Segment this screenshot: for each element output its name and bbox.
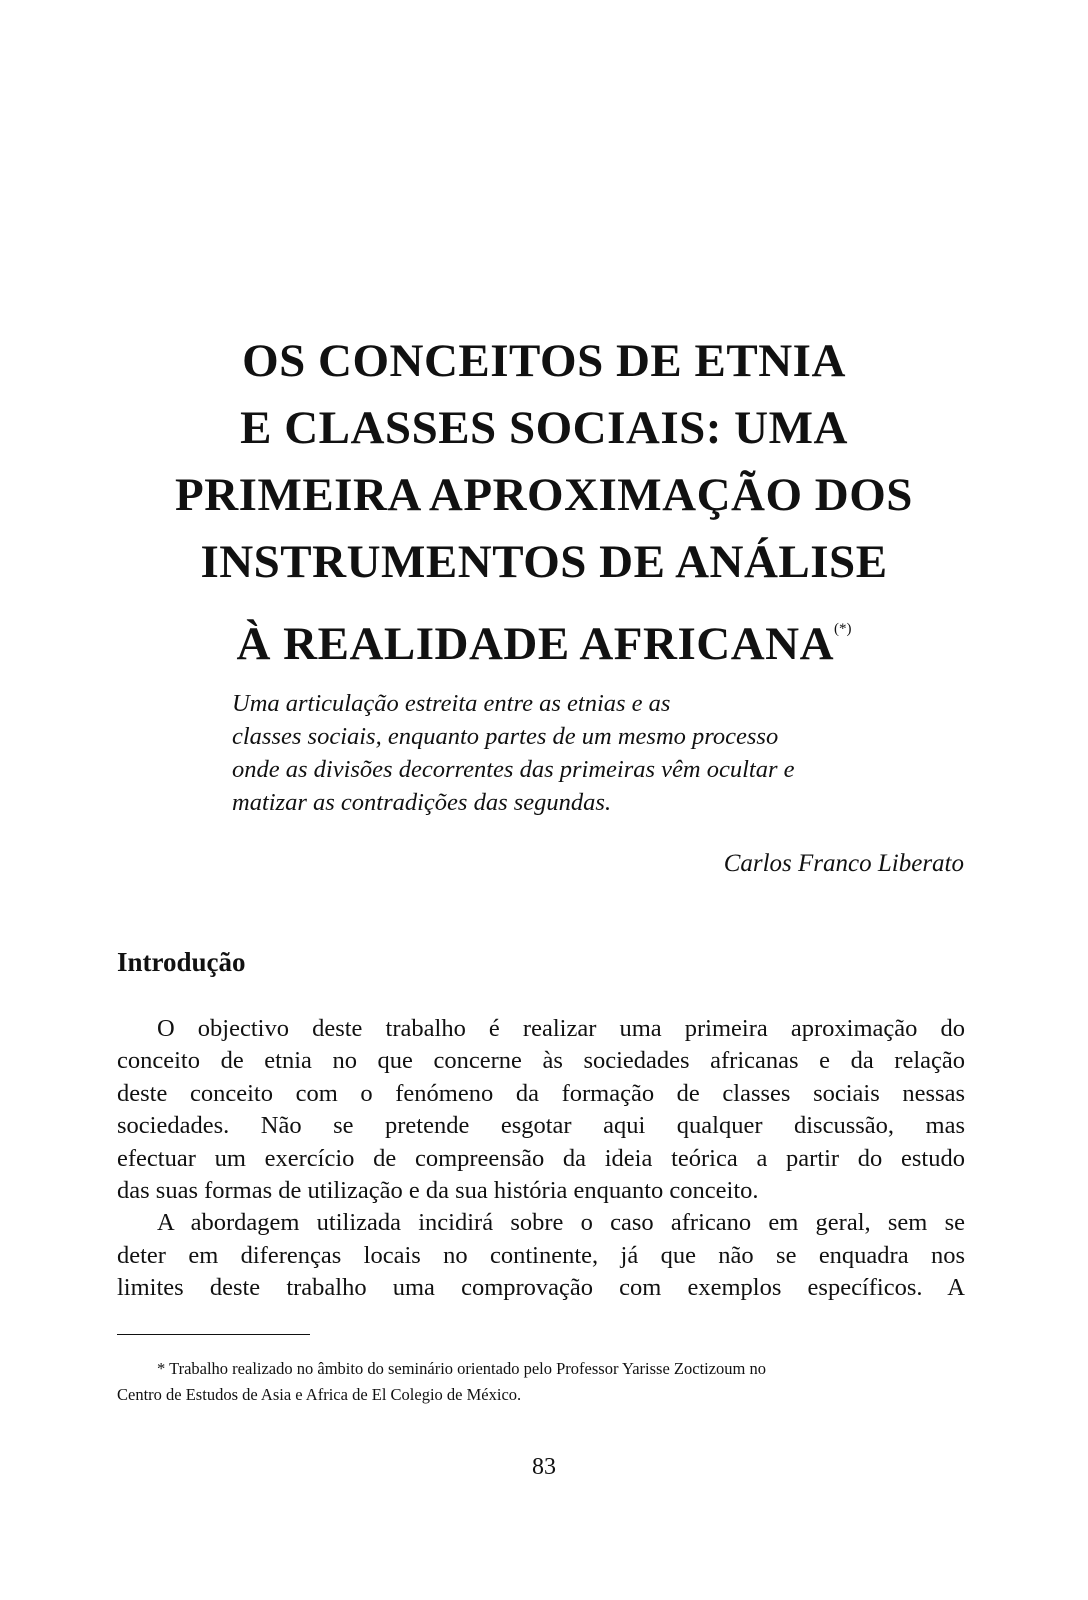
- author-name: Carlos Franco Liberato: [723, 850, 964, 877]
- body-line: deste conceito com o fenómeno da formação de classes sociais nessas: [117, 1079, 965, 1107]
- footnote-line: Centro de Estudos de Asia e Africa de El Colegio de México.: [117, 1385, 522, 1404]
- section-heading: Introdução: [117, 947, 246, 977]
- footnote: [117, 1356, 965, 1408]
- epigraph-line: onde as divisões decorrentes das primeiras vêm ocultar e: [232, 756, 795, 783]
- epigraph-line: classes sociais, enquanto partes de um mesmo processo: [232, 723, 779, 750]
- title-line: PRIMEIRA APROXIMAÇÃO DOS: [175, 469, 913, 521]
- footnote-line: * Trabalho realizado no âmbito do seminário orientado pelo Professor Yarisse Zoctizoum no: [157, 1359, 767, 1378]
- title-line: OS CONCEITOS DE ETNIA: [242, 335, 846, 387]
- epigraph-line: Uma articulação estreita entre as etnias e as: [232, 690, 671, 717]
- body-line: das suas formas de utilização e da sua história enquanto conceito.: [117, 1177, 759, 1205]
- body-line: limites deste trabalho uma comprovação com exemplos específicos. A: [117, 1274, 965, 1302]
- page-number: 83: [532, 1454, 556, 1480]
- epigraph-line: matizar as contradições das segundas.: [232, 789, 612, 816]
- body-line: efectuar um exercício de compreensão da ideia teórica a partir do estudo: [117, 1144, 965, 1172]
- footnote-divider: [117, 1334, 310, 1335]
- article-title: [100, 328, 988, 678]
- body-line: conceito de etnia no que concerne às sociedades africanas e da relação: [117, 1047, 965, 1075]
- body-line: deter em diferenças locais no continente, já que não se enquadra nos: [117, 1241, 965, 1269]
- body-line: sociedades. Não se pretende esgotar aqui qualquer discussão, mas: [117, 1112, 965, 1140]
- title-line-text: À REALIDADE AFRICANA: [236, 618, 835, 670]
- title-footnote-marker: (*): [834, 621, 852, 637]
- body-line: A abordagem utilizada incidirá sobre o caso africano em geral, sem se: [157, 1209, 965, 1237]
- title-line: E CLASSES SOCIAIS: UMA: [240, 402, 848, 454]
- body-line: O objectivo deste trabalho é realizar uma primeira aproximação do: [157, 1015, 965, 1042]
- title-line: INSTRUMENTOS DE ANÁLISE: [200, 536, 888, 588]
- epigraph: [232, 687, 964, 819]
- title-line-last: [100, 596, 988, 678]
- body-text: [117, 1013, 965, 1305]
